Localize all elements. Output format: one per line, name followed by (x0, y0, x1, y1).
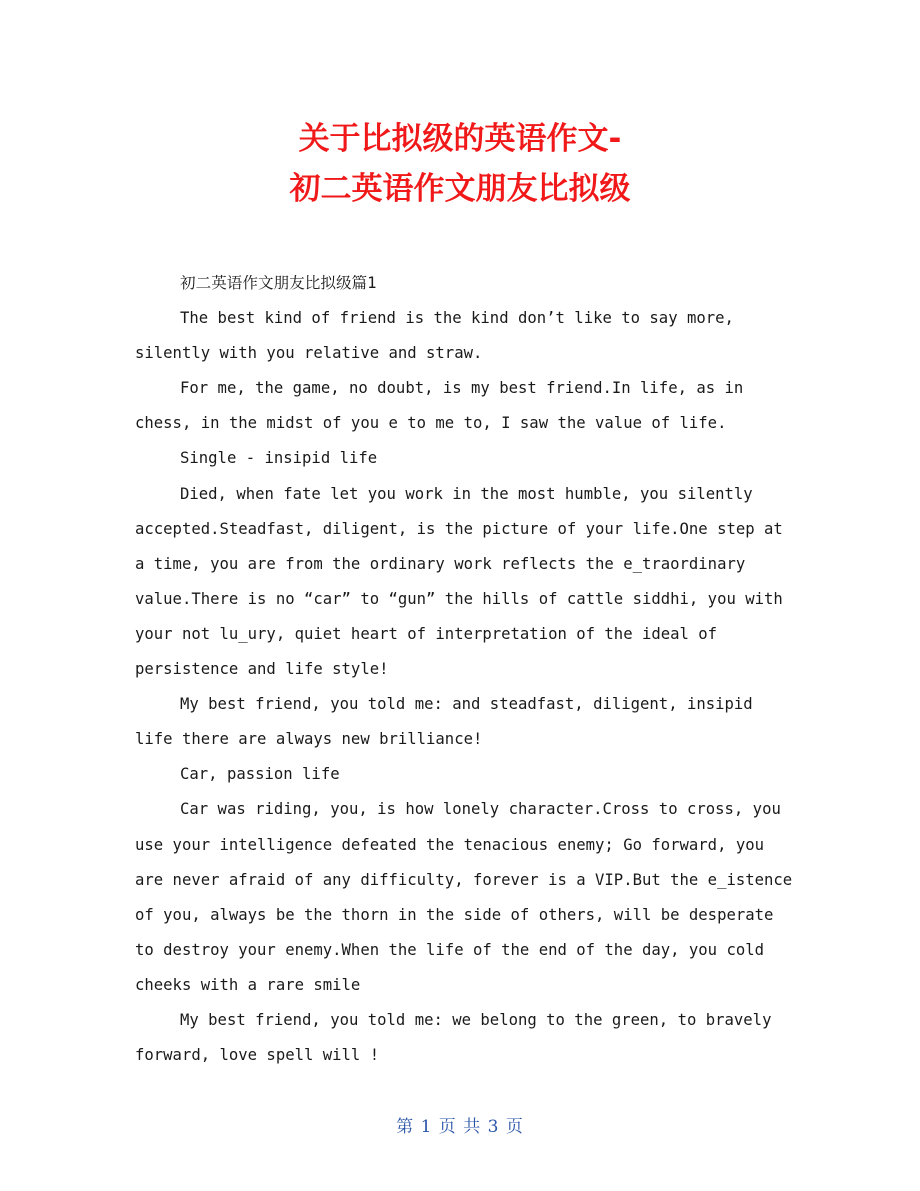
paragraph: Died, when fate let you work in the most humble, you silently accepted.Steadfast, diligent, is the picture of your life.One step at a time, you are from the ordinary work reflects the e_traordinary value.There is no “car” to “gun” the hills of cattle siddhi, you with your not lu_ury, quiet heart of interpretation of the ideal of persistence and life style! (135, 484, 783, 679)
paragraph: Car was riding, you, is how lonely character.Cross to cross, you use your intelligence defeated the tenacious enemy; Go forward, you are never afraid of any difficulty, forever is a VIP.But the e_istence of you, always be the thorn in the side of others, will be desperate to destroy your enemy.When the life of the end of the day, you cold cheeks with a rare smile (135, 800, 793, 994)
document-body (135, 266, 795, 1073)
section-heading: 初二英语作文朋友比拟级篇1 (180, 274, 377, 292)
paragraph: For me, the game, no doubt, is my best friend.In life, as in chess, in the midst of you e to me to, I saw the value of life. (135, 379, 744, 433)
paragraph: My best friend, you told me: we belong to the green, to bravely forward, love spell will ! (135, 1010, 772, 1065)
subheading: Car, passion life (180, 765, 340, 784)
subheading: Single - insipid life (180, 449, 378, 468)
document-title (0, 114, 920, 214)
title-line-2: 初二英语作文朋友比拟级 (289, 171, 631, 207)
paragraph: My best friend, you told me: and steadfast, diligent, insipid life there are always new brilliance! (135, 695, 753, 749)
title-line-1: 关于比拟级的英语作文- (298, 121, 622, 157)
paragraph: The best kind of friend is the kind don’t like to say more, silently with you relative and straw. (135, 309, 734, 363)
page-number-footer: 第 1 页 共 3 页 (396, 1117, 524, 1137)
